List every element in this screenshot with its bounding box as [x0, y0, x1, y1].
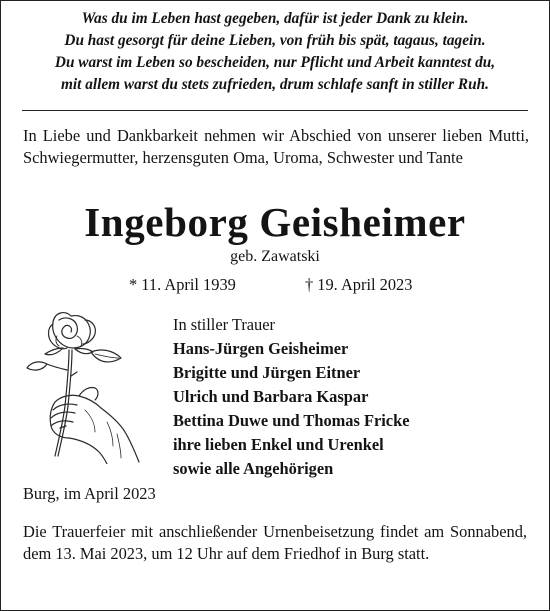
poem-line: Du hast gesorgt für deine Lieben, von früh bis spät, tagaus, tagein. — [64, 32, 486, 49]
mourner-name: Ulrich und Barbara Kaspar — [173, 387, 369, 406]
deceased-name: Ingeborg Geisheimer — [84, 199, 466, 245]
rose-in-hand-icon — [25, 306, 143, 464]
poem-line: mit allem warst du stets zufrieden, drum schlafe sanft in stiller Ruh. — [61, 76, 489, 93]
mourner-name: Hans-Jürgen Geisheimer — [173, 339, 349, 358]
memorial-poem — [11, 8, 539, 96]
intro-text: In Liebe und Dankbarkeit nehmen wir Abschied von unserer lieben Mutti, Schwiegermutter, herzensguten Oma, Uroma, Schwester und Tante — [23, 126, 529, 167]
funeral-service-info: Die Trauerfeier mit anschließender Urnenbeisetzung findet am Sonnabend, dem 13. Mai 2023, um 12 Uhr auf dem Friedhof in Burg statt. — [23, 522, 527, 563]
mourner-name: Bettina Duwe und Thomas Fricke — [173, 411, 410, 430]
poem-line: Was du im Leben hast gegeben, dafür ist jeder Dank zu klein. — [81, 10, 469, 27]
mourner-name: sowie alle Angehörigen — [173, 459, 334, 478]
mourner-name: ihre lieben Enkel und Urenkel — [173, 435, 384, 454]
maiden-name: geb. Zawatski — [230, 248, 320, 265]
poem-line: Du warst im Leben so bescheiden, nur Pflicht und Arbeit kanntest du, — [54, 54, 496, 71]
birth-date: * 11. April 1939 — [129, 275, 236, 294]
divider-line — [22, 110, 528, 111]
life-dates — [1, 274, 549, 296]
mourner-name: Brigitte und Jürgen Eitner — [173, 363, 361, 382]
place-date: Burg, im April 2023 — [23, 484, 156, 503]
mourners-lead: In stiller Trauer — [173, 315, 275, 334]
death-date: † 19. April 2023 — [305, 275, 413, 294]
mourners-list — [173, 313, 409, 481]
